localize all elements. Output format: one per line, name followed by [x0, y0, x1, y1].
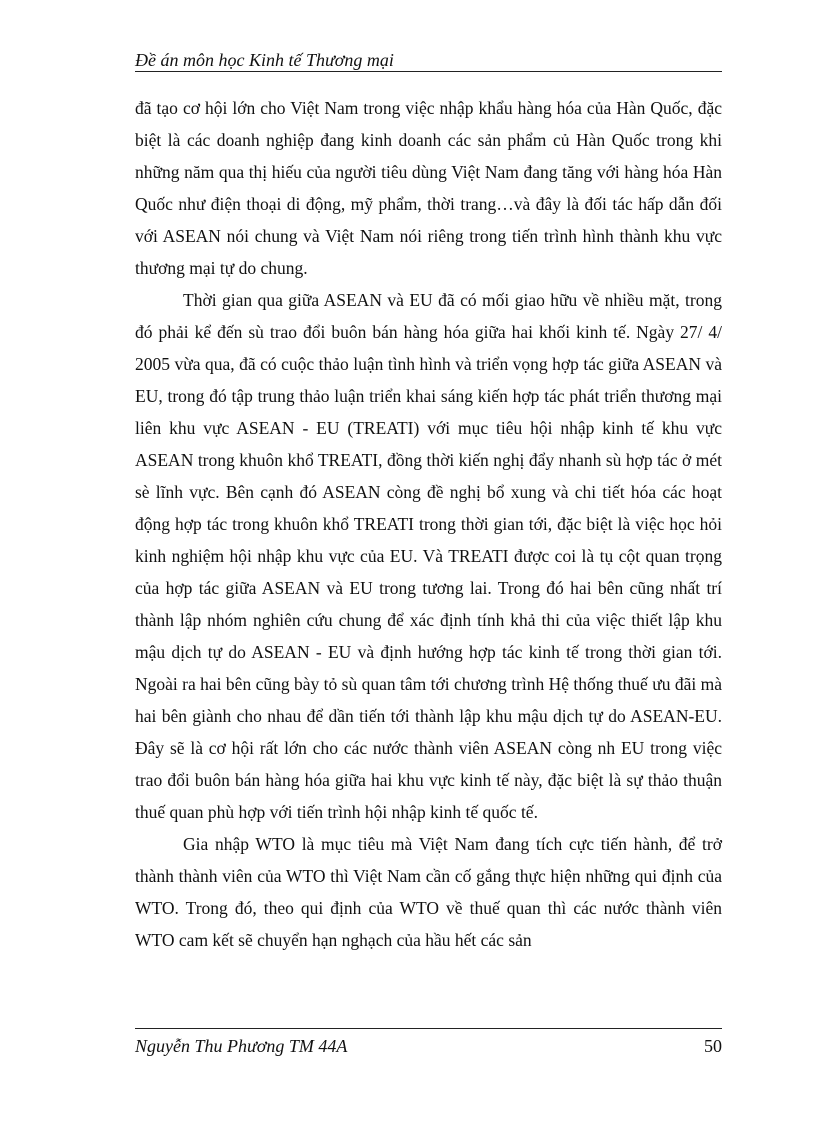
footer-divider	[135, 1028, 722, 1029]
paragraph-asean-eu: Thời gian qua giữa ASEAN và EU đã có mối giao hữu về nhiều mặt, trong đó phải kể đến sù trao đổi buôn bán hàng hóa giữa hai khối kinh tế. Ngày 27/ 4/ 2005 vừa qua, đã có cuộc thảo luận tình hình và triển vọng hợp tác giữa ASEAN và EU, trong đó tập trung thảo luận triển khai sáng kiến hợp tác phát triển thương mại liên khu vực ASEAN - EU (TREATI) với mục tiêu hội nhập kinh tế khu vực ASEAN trong khuôn khổ TREATI, đồng thời kiến nghị đẩy nhanh sù hợp tác ở mét sè lĩnh vực. Bên cạnh đó ASEAN còng đề nghị bổ xung và chi tiết hóa các hoạt động hợp tác trong khuôn khổ TREATI trong thời gian tới, đặc biệt là việc học hỏi kinh nghiệm hội nhập khu vực của EU. Và TREATI được coi là tụ cột quan trọng của hợp tác giữa ASEAN và EU trong tương lai. Trong đó hai bên cũng nhất trí thành lập nhóm nghiên cứu chung để xác định tính khả thi của việc thiết lập khu mậu dịch tự do ASEAN - EU và định hướng hợp tác kinh tế trong thời gian tới. Ngoài ra hai bên cũng bày tỏ sù quan tâm tới chương trình Hệ thống thuế ưu đãi mà hai bên giành cho nhau để dần tiến tới thành lập khu mậu dịch tự do ASEAN-EU. Đây sẽ là cơ hội rất lớn cho các nước thành viên ASEAN còng nh EU trong việc trao đổi buôn bán hàng hóa giữa hai khu vực kinh tế này, đặc biệt là sự thảo thuận thuế quan phù hợp với tiến trình hội nhập kinh tế quốc tế.	[135, 290, 722, 822]
footer-author: Nguyễn Thu Phương TM 44A	[135, 1036, 348, 1056]
page-footer	[135, 1034, 722, 1058]
page-header-title: Đề án môn học Kinh tế Thương mại	[135, 50, 394, 70]
header-divider	[135, 71, 722, 72]
paragraph-wto: Gia nhập WTO là mục tiêu mà Việt Nam đang tích cực tiến hành, để trở thành thành viên của WTO thì Việt Nam cần cố gắng thực hiện những qui định của WTO. Trong đó, theo qui định của WTO về thuế quan thì các nước thành viên WTO cam kết sẽ chuyển hạn nghạch của hầu hết các sản	[135, 834, 722, 950]
page-number: 50	[704, 1036, 722, 1056]
document-body	[135, 92, 722, 956]
paragraph-continuation: đã tạo cơ hội lớn cho Việt Nam trong việc nhập khẩu hàng hóa của Hàn Quốc, đặc biệt là các doanh nghiệp đang kinh doanh các sản phẩm củ Hàn Quốc trong khi những năm qua thị hiếu của người tiêu dùng Việt Nam đang tăng với hàng hóa Hàn Quốc như điện thoại di động, mỹ phẩm, thời trang…và đây là đối tác hấp dẫn đối với ASEAN nói chung và Việt Nam nói riêng trong tiến trình hình thành khu vực thương mại tự do chung.	[135, 98, 722, 278]
